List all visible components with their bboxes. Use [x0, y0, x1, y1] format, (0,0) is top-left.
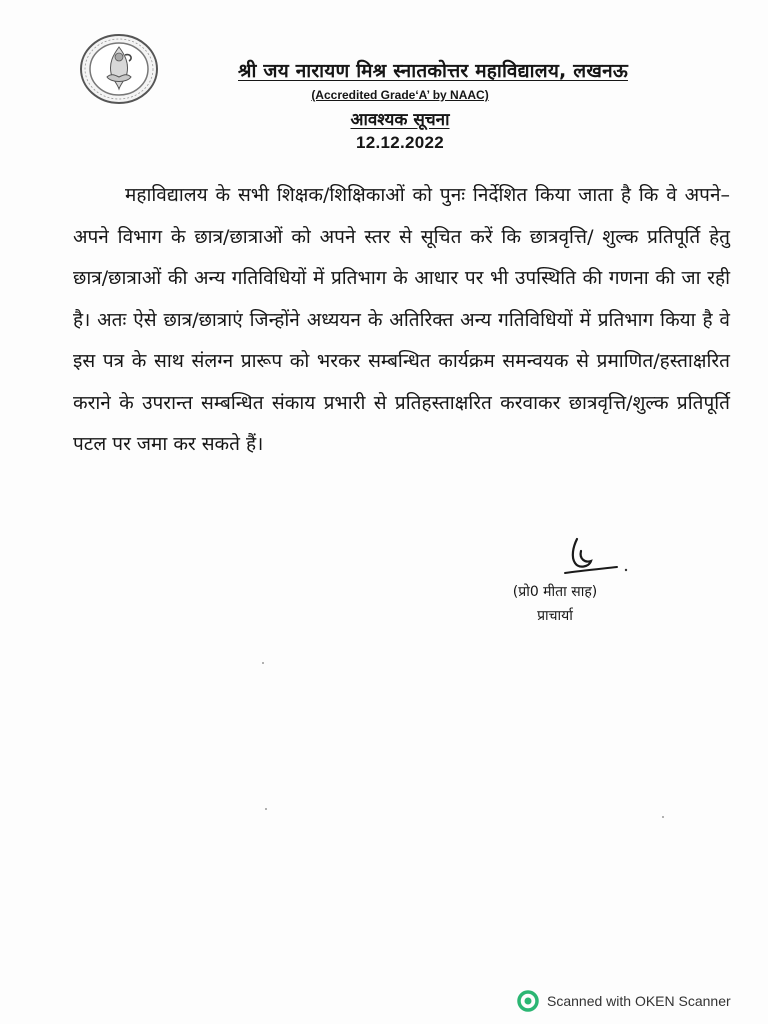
signatory-name: (प्रो0 मीता साह) [512, 584, 598, 600]
signatory-designation: प्राचार्या [537, 608, 573, 624]
accreditation-line: (Accredited Grade‘A’ by NAAC) [311, 88, 489, 102]
scanner-logo-icon [517, 990, 539, 1012]
scan-speck [265, 808, 267, 810]
signature-icon [555, 533, 630, 583]
college-header [170, 57, 690, 83]
college-name: श्री जय नारायण मिश्र स्नातकोत्तर महाविद्यालय, लखनऊ [238, 60, 628, 82]
notice-date: 12.12.2022 [355, 133, 445, 152]
notice-body: महाविद्यालय के सभी शिक्षक/शिक्षिकाओं को पुनः निर्देशित किया जाता है कि वे अपने–अपने विभाग के छात्र/छात्राओं को अपने स्तर से सूचित करें कि छात्रवृत्ति/ शुल्क प्रतिपूर्ति हेतु छात्र/छात्राओं की अन्य गतिविधियों में प्रतिभाग के आधार पर भी उपस्थिति की गणना की जा रही है। अतः ऐसे छात्र/छात्राएं जिन्होंने अध्ययन के अतिरिक्त अन्य गतिविधियों में प्रतिभाग किया है वे इस पत्र के साथ संलग्न प्रारूप को भरकर सम्बन्धित कार्यक्रम समन्वयक से प्रमाणित/हस्ताक्षरित कराने के उपरान्त सम्बन्धित संकाय प्रभारी से प्रतिहस्ताक्षरित करवाकर छात्रवृत्ति/शुल्क प्रतिपूर्ति पटल पर जमा कर सकते हैं। [73, 184, 730, 455]
scan-speck [262, 662, 264, 664]
scanner-watermark [517, 989, 731, 1013]
scan-speck [662, 816, 664, 818]
notice-title: आवश्यक सूचना [350, 110, 450, 130]
scanner-label: Scanned with OKEN Scanner [547, 993, 731, 1009]
college-emblem-icon [79, 33, 159, 105]
